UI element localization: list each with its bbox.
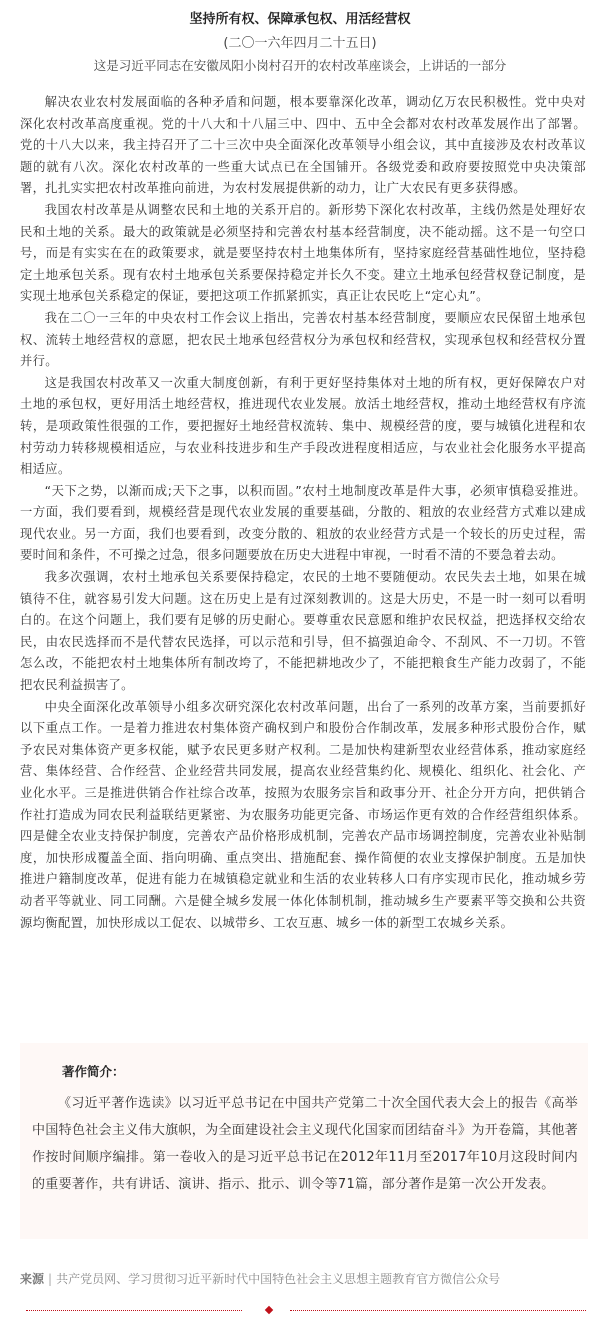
intro-paragraph: 《习近平著作选读》以习近平总书记在中国共产党第二十次全国代表大会上的报告《高举中国特色社会主义伟大旗帜，为全面建设社会主义现代化国家而团结奋斗》为开卷篇，其他著作按时间顺序编排。第一卷收入的是习近平总书记在2012年11月至2017年10月这段时间内的重要著作，共有讲话、演讲、指示、批示、训令等71篇，部分著作是第一次公开发表。: [32, 1096, 578, 1192]
source-label: 来源: [20, 1272, 45, 1286]
paragraph: 这是我国农村改革又一次重大制度创新，有利于更好坚持集体对土地的所有权，更好保障农户对土地的承包权，更好用活土地经营权，推进现代农业发展。放活土地经营权，推动土地经营权有序流转，是项政策性很强的工作，要把握好土地经营权流转、集中、规模经营的度，要与城镇化进程和农村劳动力转移规模相适应，与农业科技进步和生产手段改进程度相适应，与农业社会化服务水平提高相适应。: [20, 375, 586, 477]
article-subtitle: 这是习近平同志在安徽凤阳小岗村召开的农村改革座谈会，上讲话的一部分: [93, 58, 507, 73]
paragraph: 我国农村改革是从调整农民和土地的关系开启的。新形势下深化农村改革，主线仍然是处理好农民和土地的关系。最大的政策就是必须坚持和完善农村基本经营制度，决不能动摇。这不是一句空口号，而是有实实在在的政策要求，就是要坚持农村土地集体所有，坚持家庭经营基础性地位，坚持稳定土地承包关系。现有农村土地承包关系要保持稳定并长久不变。建立土地承包经营权登记制度，是实现土地承包关系稳定的保证，要把这项工作抓紧抓实，真正让农民吃上“定心丸”。: [20, 202, 586, 304]
source-line: [20, 1270, 590, 1288]
intro-heading: 著作简介：: [62, 1064, 125, 1079]
paragraph: 中央全面深化改革领导小组多次研究深化农村改革问题，出台了一系列的改革方案，当前要抓好以下重点工作。一是着力推进农村集体资产确权到户和股份合作制改革，发展多种形式股份合作，赋予农民对集体资产更多权能，赋予农民更多财产权利。二是加快构建新型农业经营体系，推动家庭经营、集体经营、合作经营、企业经营共同发展，提高农业经营集约化、规模化、组织化、社会化、产业化水平。三是推进供销合作社综合改革，按照为农服务宗旨和政事分开、社企分开方向，把供销合作社打造成为同农民利益联结更紧密、为农服务功能更完备、市场运作更有效的合作经营组织体系。四是健全农业支持保护制度，完善农产品价格形成机制，完善农产品市场调控制度，完善农业补贴制度，加快形成覆盖全面、指向明确、重点突出、措施配套、操作简便的农业支撑保护制度。五是加快推进户籍制度改革，促进有能力在城镇稳定就业和生活的农业转移人口有序实现市民化，推动城乡劳动者平等就业、同工同酬。六是健全城乡发展一体化体制机制，推动城乡生产要素平等交换和公共资源均衡配置，加快形成以工促农、以城带乡、工农互惠、城乡一体的新型工农城乡关系。: [20, 699, 586, 930]
article-date: (二〇一六年四月二十五日): [223, 36, 377, 51]
intro-text: [32, 1090, 578, 1198]
paragraph: 我多次强调，农村土地承包关系要保持稳定，农民的土地不要随便动。农民失去土地，如果在城镇待不住，就容易引发大问题。这在历史上是有过深刻教训的。这是大历史，不是一时一刻可以看明白的。在这个问题上，我们要有足够的历史耐心。要尊重农民意愿和维护农民权益，把选择权交给农民，由农民选择而不是代替农民选择，可以示范和引导，但不搞强迫命令、不刮风、不一刀切。不管怎么改，不能把农村土地集体所有制改垮了，不能把耕地改少了，不能把粮食生产能力改弱了，不能把农民利益损害了。: [20, 570, 586, 693]
source-separator: |: [48, 1272, 53, 1286]
source-text: 共产党员网、学习贯彻习近平新时代中国特色社会主义思想主题教育官方微信公众号: [56, 1272, 501, 1286]
divider-line-right: [290, 1310, 586, 1311]
paragraph: 我在二〇一三年的中央农村工作会议上指出，完善农村基本经营制度，要顺应农民保留土地承包权、流转土地经营权的意愿，把农民土地承包经营权分为承包权和经营权，实现承包权和经营权分置并行。: [20, 310, 586, 369]
diamond-icon: [265, 1306, 273, 1314]
article-title: 坚持所有权、保障承包权、用活经营权: [189, 12, 411, 27]
article-body: [20, 92, 586, 934]
divider-line-left: [26, 1310, 242, 1311]
paragraph: 解决农业农村发展面临的各种矛盾和问题，根本要靠深化改革，调动亿万农民积极性。党中央对深化农村改革高度重视。党的十八大和十八届三中、四中、五中全会都对农村改革发展作出了部署。党的十八大以来，我主持召开了二十三次中央全面深化改革领导小组会议，其中直接涉及农村改革议题的就有八次。深化农村改革的一些重大试点已在全国铺开。各级党委和政府要按照党中央决策部署，扎扎实实把农村改革推向前进，为农村发展提供新的动力，让广大农民有更多获得感。: [20, 95, 586, 196]
footer-divider: [26, 1306, 586, 1316]
paragraph: “天下之势，以渐而成;天下之事，以积而固。”农村土地制度改革是件大事，必须审慎稳妥推进。一方面，我们要看到，规模经营是现代农业发展的重要基础，分散的、粗放的农业经营方式难以建成现代农业。另一方面，我们也要看到，改变分散的、粗放的农业经营方式是一个较长的历史过程，需要时间和条件，不可操之过急，很多问题要放在历史大进程中审视，一时看不清的不要急着去动。: [20, 483, 586, 563]
